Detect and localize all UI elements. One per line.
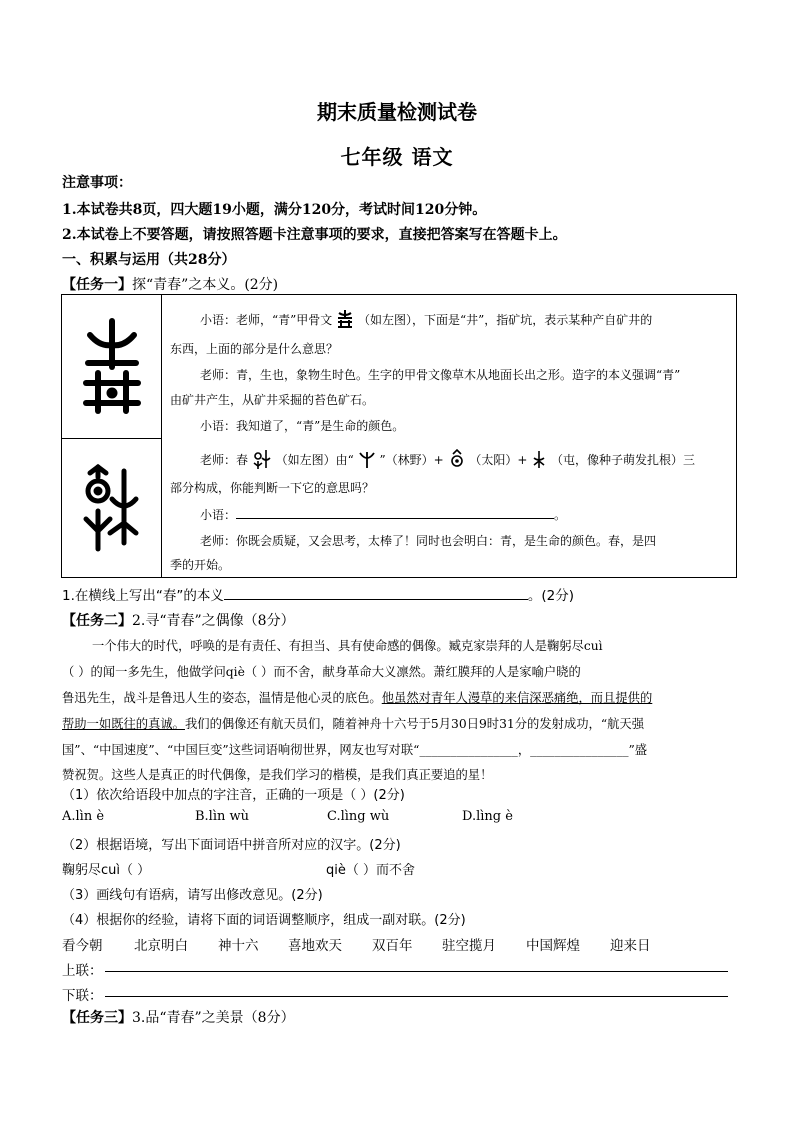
oracle-bone-box [61,294,737,578]
sub-question-2: （2）根据语境，写出下面词语中拼音所对应的汉字。(2分) [62,838,401,853]
dialog-l6b: （如左图）由“ [275,453,354,467]
passage-line-3a: 鲁迅先生，战斗是鲁迅人生的姿态，温情是他心灵的底色。 [62,691,382,705]
sub-question-3: （3）画线句有语病，请写出修改意见。(2分) [62,888,323,903]
lower-couplet-answer-line[interactable] [105,996,728,997]
dialog-line-5: 小语：我知道了，“青”是生命的颜色。 [200,419,405,433]
task2-text: 2.寻“青春”之偶像（8分） [132,613,295,629]
task2-label: 【任务二】 [62,613,132,629]
question-1-blank[interactable] [224,586,528,600]
word-item: 迎来日 [610,938,651,954]
question-1-end: 。(2分) [527,588,574,604]
word-item: 看今朝 [62,938,103,954]
dialog-l1a: 小语：老师，“青”甲骨文 [200,313,333,327]
dialog-line-8 [200,505,566,524]
word-item: 喜地欢天 [288,938,342,954]
passage-line-3 [62,688,652,706]
task3-header [62,1007,295,1027]
couplet-words [62,934,742,954]
dialog-line-2: 东西，上面的部分是什么意思？ [170,342,339,356]
dialog-l6c: ”（林野）+ [379,453,444,467]
dialog-line-9: 老师：你既会质疑，又会思考，太棒了！同时也会明白：青，是生命的颜色。春，是四 [200,534,657,548]
notes-heading: 注意事项： [62,175,132,191]
dialog-l6d: （太阳）+ [469,453,528,467]
upper-couplet-label: 上联： [62,963,103,979]
word-item: 中国辉煌 [526,938,580,954]
exam-title: 期末质量检测试卷 [317,100,477,124]
passage-line-5: 国”、“中国速度”、“中国巨变”这些词语响彻世界，网友也写对联“________________，________________”盛 [62,743,648,757]
notes-item-2: 2.本试卷上不要答题，请按照答题卡注意事项的要求，直接把答案写在答题卡上。 [62,227,567,243]
passage-line-4b: 我们的偶像还有航天员们，随着神舟十六号于5月30日9时31分的发射成功，“航天强 [184,717,645,731]
dialog-l6a: 老师：春 [200,453,249,467]
passage-line-6: 赞祝贺。这些人是真正的时代偶像，是我们学习的楷模，是我们真正要追的星！ [62,768,493,782]
task2-header [62,610,295,630]
dialog-line-1 [200,309,652,329]
notes-item-1: 1.本试卷共8页，四大题19小题，满分120分，考试时间120分钟。 [62,202,487,218]
passage-line-2: （ ）的闻一多先生，他做学问qiè（ ）而不舍，献身革命大义凛然。萧红膜拜的人是家喻户晓的 [62,665,581,679]
word-item: 双百年 [372,938,413,954]
underlined-sentence-part-2: 帮助一如既往的真诚。 [62,717,185,731]
answer-blank-chun[interactable] [236,505,554,519]
lower-couplet-label: 下联： [62,988,103,1004]
option-b[interactable]: B.lìn wù [195,809,250,824]
word-item: 神十六 [218,938,259,954]
option-a[interactable]: A.lìn è [62,809,105,824]
sub-question-4: （4）根据你的经验，请将下面的词语调整顺序，组成一副对联。(2分) [62,913,466,928]
small-qing-glyph [336,309,354,329]
small-lin-glyph [358,449,376,469]
box-divider-vertical [161,295,162,577]
dialog-l8-end: 。 [554,508,567,522]
exam-subtitle: 七年级 语文 [340,145,454,169]
oracle-qing-glyph [78,317,146,417]
underlined-sentence-part-1: 他虽然对青年人漫草的来信深恶痛绝，而且提供的 [381,691,653,705]
question-1 [62,584,574,604]
option-d[interactable]: D.lìng è [462,809,513,824]
small-tun-glyph [531,449,547,469]
oracle-chun-glyph [80,463,146,553]
task3-text: 3.品“青春”之美景（8分） [132,1010,295,1026]
option-c[interactable]: C.lìng wù [327,809,390,824]
task1-header [62,274,278,294]
task1-text: 探“青春”之本义。(2分) [132,277,279,293]
box-divider-horizontal [62,438,162,439]
dialog-line-6 [200,448,695,470]
word-item: 北京明白 [134,938,188,954]
dialog-l8: 小语： [200,508,237,522]
dialog-line-10: 季的开始。 [170,558,231,572]
dialog-line-7: 部分构成，你能判断一下它的意思吗？ [170,481,375,495]
fill-blank-1[interactable]: 鞠躬尽cuì（ ） [62,863,151,878]
sub-question-1: （1）依次给语段中加点的字注音，正确的一项是（ ）(2分) [62,788,405,803]
passage-line-4 [62,714,644,732]
upper-couplet-answer-line[interactable] [105,971,728,972]
small-chun-glyph [252,448,272,470]
question-1-text: 1.在横线上写出“春”的本义 [62,588,224,604]
dialog-line-3: 老师：青，生也，象物生时色。生字的甲骨文像草木从地面长出之形。造字的本义强调“青” [200,368,681,382]
dialog-l6e: （屯，像种子萌发扎根）三 [551,453,696,467]
dialog-line-4: 由矿井产生，从矿井采掘的苔色矿石。 [170,393,375,407]
passage-line-1: 一个伟大的时代，呼唤的是有责任、有担当、具有使命感的偶像。臧克家崇拜的人是鞠躬尽cuì [92,639,603,653]
small-sun-glyph [448,449,466,469]
task1-label: 【任务一】 [62,277,132,293]
task3-label: 【任务三】 [62,1010,132,1026]
dialog-l1b: （如左图），下面是“井”，指矿坑，表示某种产自矿井的 [357,313,653,327]
fill-blank-2[interactable]: qiè（ ）而不舍 [326,863,415,878]
word-item: 驻空揽月 [442,938,496,954]
section-1-heading: 一、积累与运用（共28分） [62,252,236,268]
